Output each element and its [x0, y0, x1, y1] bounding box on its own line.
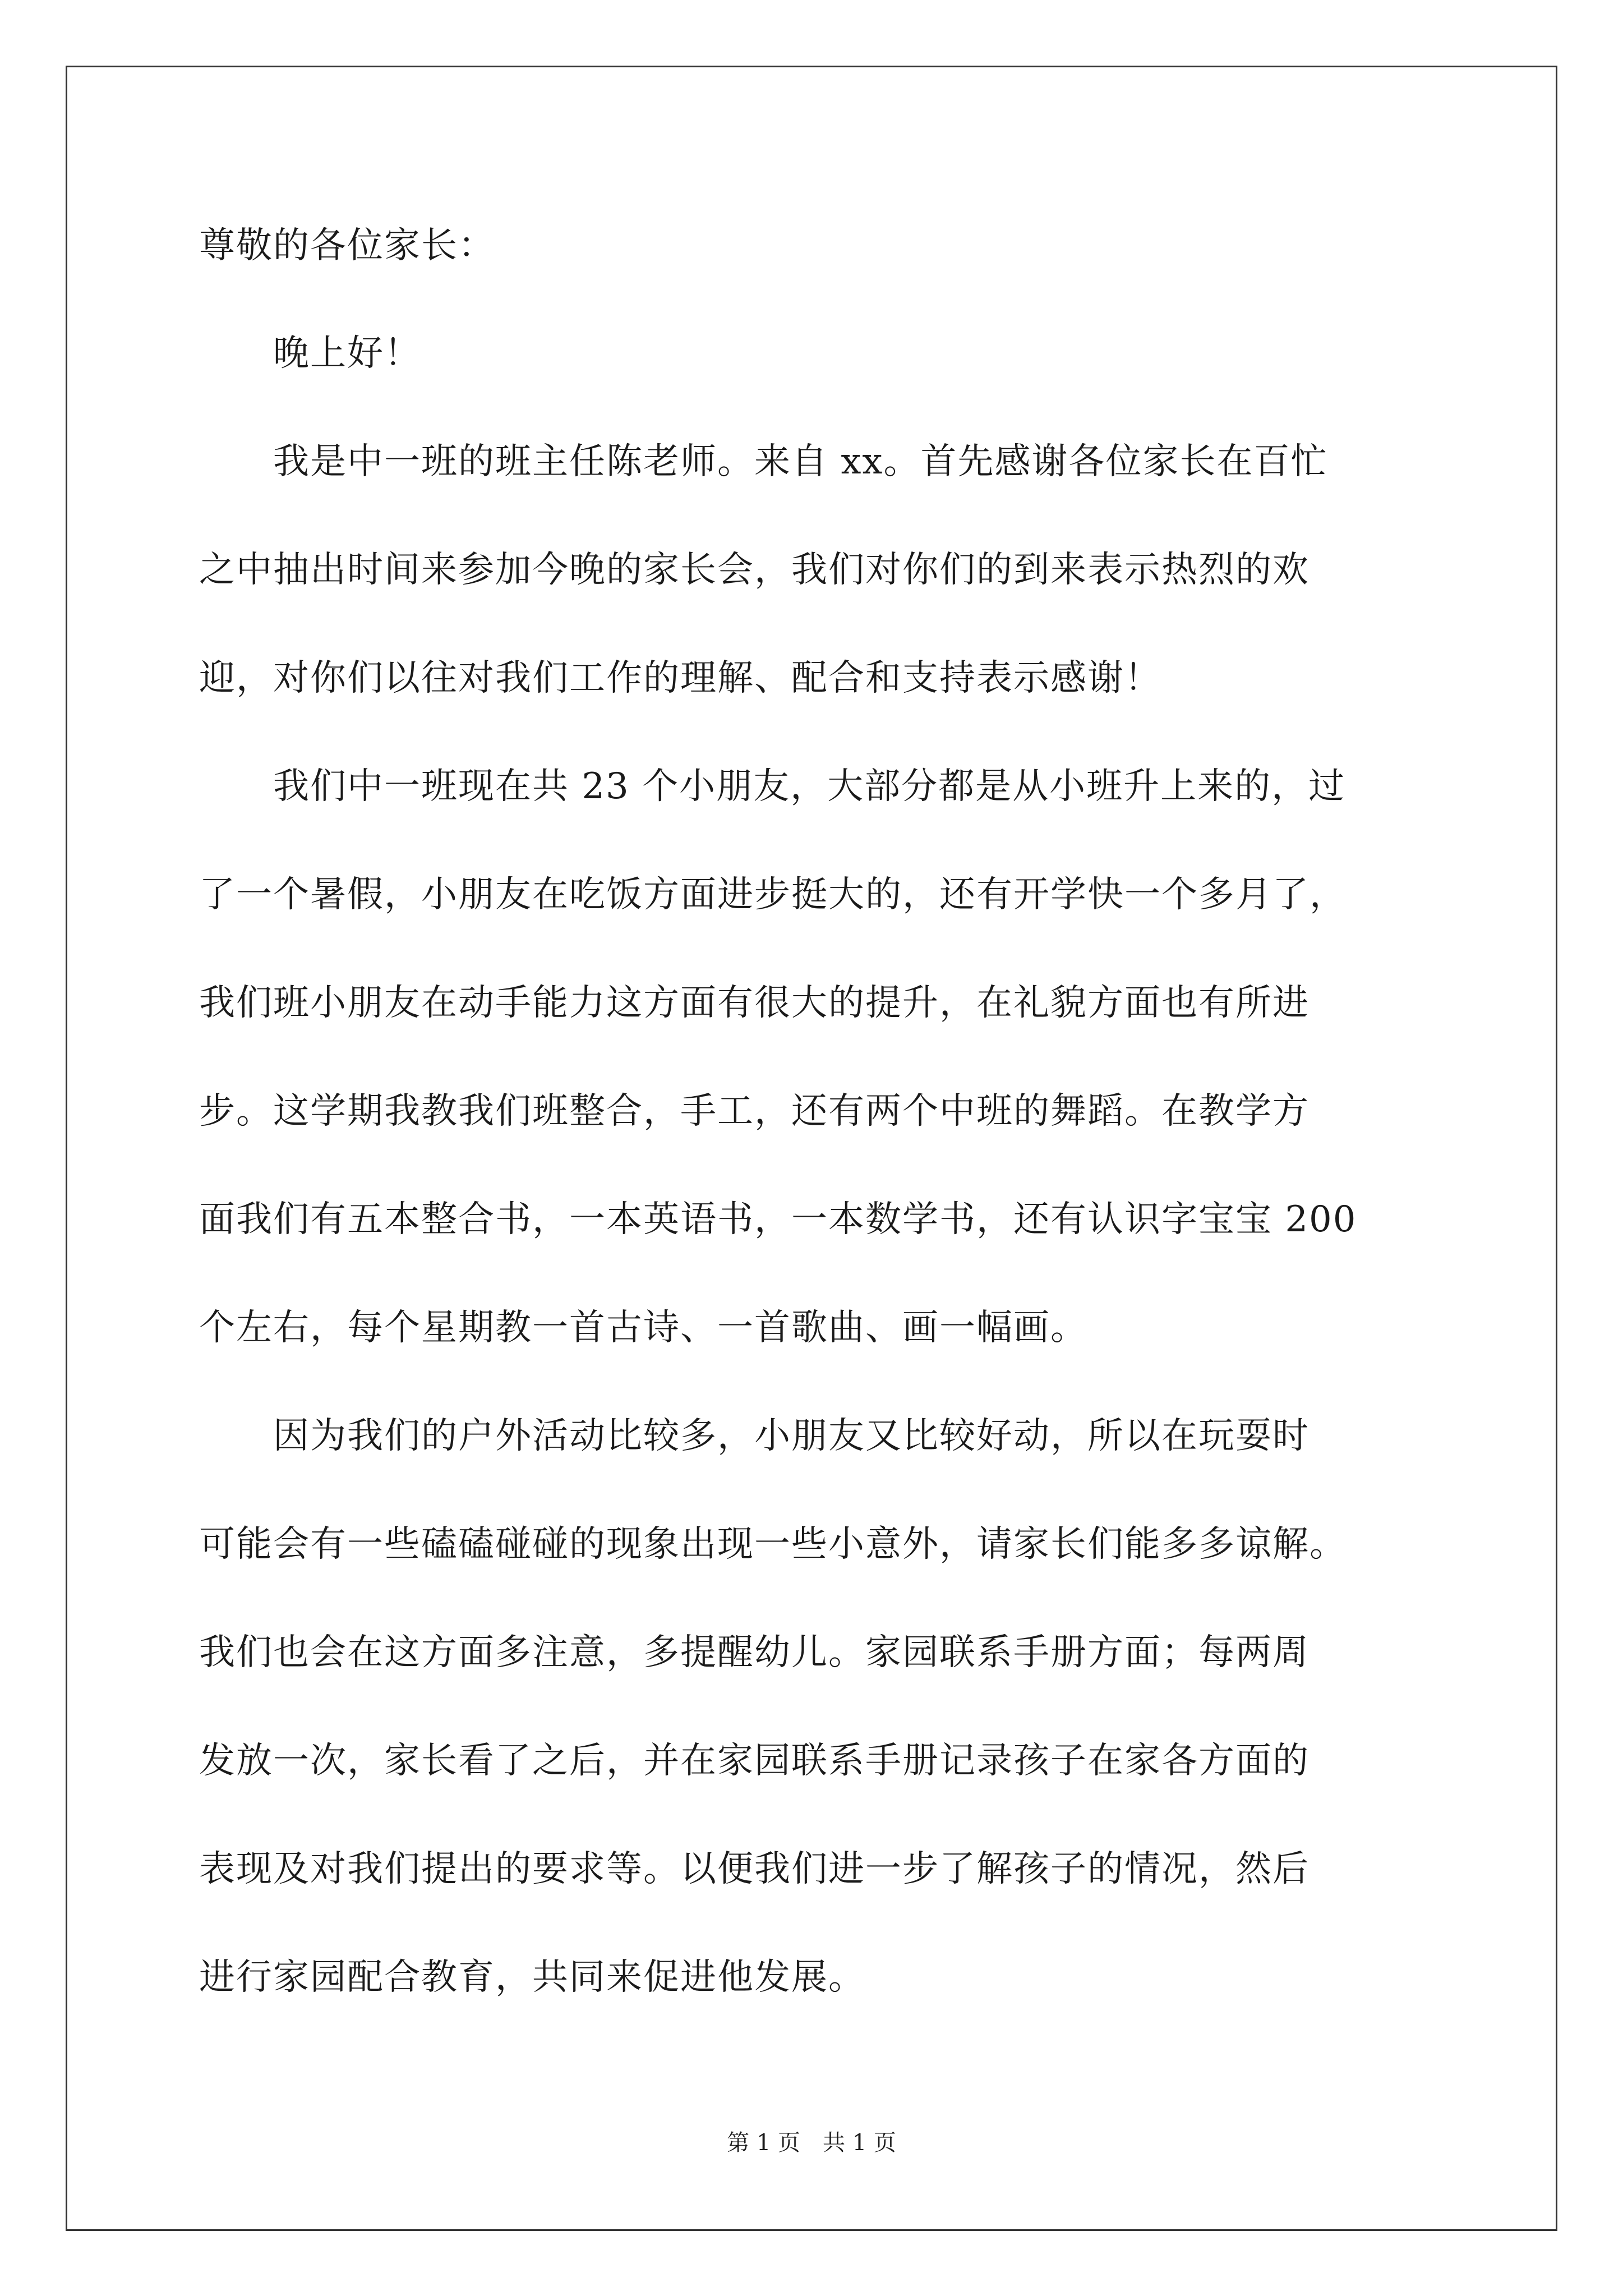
paragraph-2-line-2: 了一个暑假，小朋友在吃饭方面进步挺大的，还有开学快一个多月了，: [199, 874, 1347, 915]
paragraph-2-line-4: 步。这学期我教我们班整合，手工，还有两个中班的舞蹈。在教学方: [199, 1091, 1310, 1132]
paragraph-3-line-1: 因为我们的户外活动比较多，小朋友又比较好动，所以在玩耍时: [199, 1415, 1310, 1457]
page-border: [66, 66, 1557, 2231]
paragraph-3-line-3: 我们也会在这方面多注意，多提醒幼儿。家园联系手册方面；每两周: [199, 1632, 1310, 1673]
paragraph-3-line-5: 表现及对我们提出的要求等。以便我们进一步了解孩子的情况，然后: [199, 1848, 1310, 1890]
paragraph-2-line-1: 我们中一班现在共 23 个小朋友，大部分都是从小班升上来的，过: [199, 766, 1346, 807]
paragraph-1-line-3: 迎，对你们以往对我们工作的理解、配合和支持表示感谢！: [199, 657, 1161, 699]
paragraph-2-line-5: 面我们有五本整合书，一本英语书，一本数学书，还有认识字宝宝 200: [199, 1199, 1357, 1240]
paragraph-3-line-2: 可能会有一些磕磕碰碰的现象出现一些小意外，请家长们能多多谅解。: [199, 1524, 1347, 1565]
page-number-footer: 第 1 页 共 1 页: [727, 2130, 896, 2156]
paragraph-1-line-1: 我是中一班的班主任陈老师。来自 xx。首先感谢各位家长在百忙: [199, 441, 1328, 482]
greeting-line: 尊敬的各位家长：: [199, 225, 495, 266]
paragraph-1-line-2: 之中抽出时间来参加今晚的家长会，我们对你们的到来表示热烈的欢: [199, 549, 1310, 591]
paragraph-3-line-4: 发放一次，家长看了之后，并在家园联系手册记录孩子在家各方面的: [199, 1740, 1310, 1782]
salutation-line: 晚上好！: [199, 333, 421, 374]
paragraph-2-line-3: 我们班小朋友在动手能力这方面有很大的提升，在礼貌方面也有所进: [199, 982, 1310, 1024]
paragraph-2-line-6: 个左右，每个星期教一首古诗、一首歌曲、画一幅画。: [199, 1307, 1087, 1349]
paragraph-3-line-6: 进行家园配合教育，共同来促进他发展。: [199, 1957, 865, 1998]
